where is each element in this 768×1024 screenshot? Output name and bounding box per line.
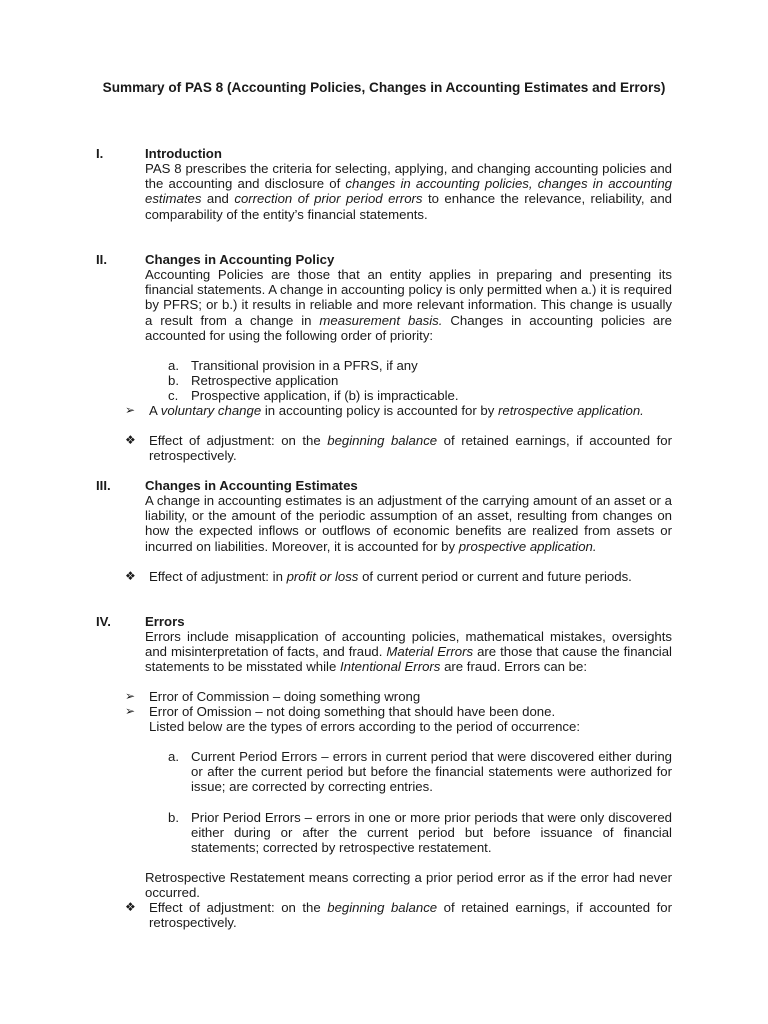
diamond-bullet-icon: ❖ (125, 433, 136, 447)
error-types-intro: Listed below are the types of errors according to the period of occurrence: (149, 719, 581, 734)
section-number: III. (96, 478, 111, 493)
arrow-bullet-icon: ➢ (125, 704, 136, 718)
accounting-estimates-paragraph: A change in accounting estimates is an adjustment of the carrying amount of an asset or a liability, or the amount of the periodic assumption of an asset, resulting from changes on how the expected inflows or outflows of economic benefits are realized from assets or incurred on liabilities. Moreover, it is accounted for by prospective application. (145, 493, 672, 554)
section-number: IV. (96, 614, 111, 629)
arrow-bullet-icon: ➢ (125, 403, 136, 417)
document-page: Summary of PAS 8 (Accounting Policies, Changes in Accounting Estimates and Errors) I. Introduction PAS 8 prescribes the criteria for selecting, applying, and changing accounting policies and the accounting and disclosure of changes in accounting policies, changes in accounting estimates and correction of prior period errors to enhance the relevance, reliability, and comparability of the entity’s financial statements. II. Changes in Accounting Policy Accounting Policies are those that an entity applies in preparing and presenting its financial statements. A change in accounting policy is only permitted when a.) it is required by PFRS; or b.) it results in reliable and more relevant information. This change is usually a result from a change in measurement basis. Changes in accounting policies are accounted for using the following order of priority: a. Transitional provision in a PFRS, if any b. Retrospective application c. Prospective application, if (b) is impracticable. ➢ A voluntary change in accounting policy is accounted for by retrospective application. ❖ Effect of adjustment: on the beginning balance of retained earnings, if accounted for retrospectively. III. Changes in Accounting Estimates A change in accounting estimates is an adjustment of the carrying amount of an asset or a liability, or the amount of the periodic assumption of an asset, resulting from changes on how the expected inflows or outflows of economic benefits are realized from assets or incurred on liabilities. Moreover, it is accounted for by prospective application. ❖ Effect of adjustment: in profit or loss of current period or current and future periods. IV. Errors Errors include misapplication of accounting policies, mathematical mistakes, oversights and misinterpretation of facts, and fraud. Material Errors are those that cause the financial statements to be misstated while Intentional Errors are fraud. Errors can be: ➢ Error of Commission – doing something wrong ➢ Error of Omission – not doing something that should have been done. Listed below are the types of errors according to the period of occurrence: a. Current Period Errors – errors in current period that were discovered either during or after the current period but before the financial statements were authorized for issue; are corrected by correcting entries. b. Prior Period Errors – errors in one or more prior periods that were only discovered either during or after the current period but before issuance of financial statements; corrected by retrospective restatement. Retrospective Restatement means correcting a prior period error as if the error had never occurred. ❖ Effect of adjustment: on the beginning balance of retained earnings, if accounted for retrospectively. (0, 0, 768, 1024)
accounting-policy-paragraph: Accounting Policies are those that an entity applies in preparing and presenting its financial statements. A change in accounting policy is only permitted when a.) it is required by PFRS; or b.) it results in reliable and more relevant information. This change is usually a result from a change in measurement basis. Changes in accounting policies are accounted for using the following order of priority: (145, 267, 672, 343)
section-heading-errors: Errors (145, 614, 185, 629)
document-title: Summary of PAS 8 (Accounting Policies, Changes in Accounting Estimates and Errors) (102, 80, 666, 95)
retrospective-restatement-paragraph: Retrospective Restatement means correcting a prior period error as if the error had never occurred. (145, 870, 672, 901)
diamond-bullet-icon: ❖ (125, 569, 136, 583)
introduction-paragraph: PAS 8 prescribes the criteria for selecting, applying, and changing accounting policies and the accounting and disclosure of changes in accounting policies, changes in accounting estimates and correction of prior period errors to enhance the relevance, reliability, and comparability of the entity’s financial statements. (145, 161, 672, 222)
section-heading-introduction: Introduction (145, 146, 222, 161)
section-heading-accounting-policy: Changes in Accounting Policy (145, 252, 335, 267)
errors-paragraph: Errors include misapplication of accounting policies, mathematical mistakes, oversights and misinterpretation of facts, and fraud. Material Errors are those that cause the financial statements to be misstated while Intentional Errors are fraud. Errors can be: (145, 629, 672, 675)
section-number: II. (96, 252, 107, 267)
arrow-bullet-icon: ➢ (125, 689, 136, 703)
diamond-bullet-icon: ❖ (125, 900, 136, 914)
section-heading-accounting-estimates: Changes in Accounting Estimates (145, 478, 358, 493)
section-number: I. (96, 146, 104, 161)
